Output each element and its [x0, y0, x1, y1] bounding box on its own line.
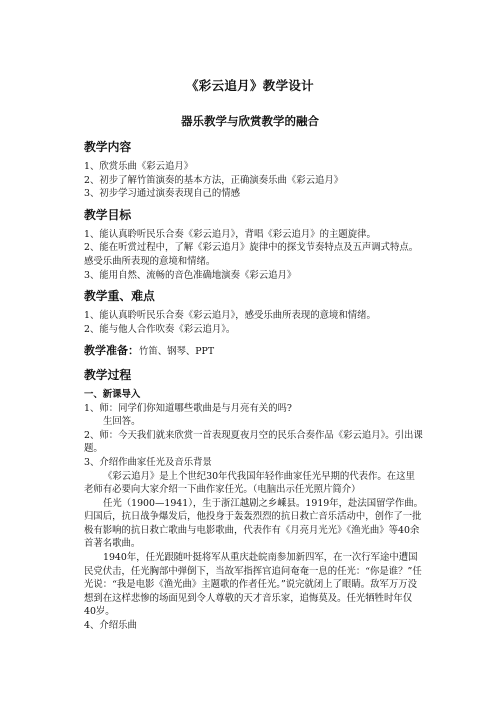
student-answer: 生回答。	[103, 416, 141, 428]
subsection-heading: 一、新课导入	[84, 388, 141, 400]
section-heading-goals: 教学目标	[84, 207, 132, 222]
list-item: 2、能与他人合作吹奏《彩云追月》。	[84, 323, 236, 335]
paragraph: 1940年，任光跟随叶挺将军从重庆赴皖南参加新四军，在一次行军途中遭国民党伏击，任光胸部中弹倒下，当故军指挥官追问奄奄一息的任光：“你是谁？”任光说：“我是电影《渔光曲》主题歌的作者任光。”说完就闭上了眼睛。敌军万万没想到在这样悲惨的场面见到令人尊敬的天才音乐家，追悔莫及。任光牺牲时年仅40岁。	[84, 552, 422, 618]
document-title: 《彩云追月》教学设计	[185, 78, 314, 93]
list-item: 3、初步学习通过演奏表现自己的情感	[84, 188, 240, 200]
process-step: 3、介绍作曲家任光及音乐背景	[84, 456, 212, 468]
document-subtitle: 器乐教学与欣赏教学的融合	[181, 114, 319, 128]
paragraph: 《彩云追月》是上个世纪30年代我国年轻作曲家任光早期的代表作。在这里老师有必要向大家介绍一下曲作家任光。（电脑出示任光照片简介）	[84, 470, 415, 496]
section-heading-key-points: 教学重、难点	[84, 289, 155, 304]
list-item: 3、能用自然、流畅的音色准确地演奏《彩云追月》	[84, 269, 297, 281]
list-item: 2、能在听赏过程中，了解《彩云追月》旋律中的探戈节奏特点及五声调式特点。感受乐曲所表现的意境和情绪。	[84, 242, 419, 267]
section-heading-content: 教学内容	[84, 140, 132, 154]
list-item: 2、初步了解竹笛演奏的基本方法，正确演奏乐曲《彩云追月》	[84, 174, 344, 186]
process-step: 4、介绍乐曲	[84, 620, 137, 632]
list-item: 1、欣赏乐曲《彩云追月》	[84, 161, 194, 172]
document-body	[84, 133, 424, 633]
teaching-prep-label: 教学准备：	[84, 344, 139, 358]
process-step: 2、师：今天我们就来欣赏一首表现夏夜月空的民乐合奏作品《彩云追月》。引出课题。	[84, 429, 423, 455]
list-item: 1、能认真聆听民乐合奏《彩云追月》，感受乐曲所表现的意境和情绪。	[84, 310, 376, 322]
list-item: 1、能认真聆听民乐合奏《彩云追月》，背唱《彩云追月》的主题旋律。	[84, 228, 376, 240]
teaching-prep	[84, 344, 424, 359]
section-heading-process: 教学过程	[84, 367, 132, 382]
teaching-prep-value: 竹笛、钢琴、PPT	[139, 346, 215, 358]
process-step: 1、师：同学们你知道哪些歌曲是与月亮有关的吗?	[84, 402, 292, 414]
paragraph: 任光（1900—1941），生于浙江越剧之乡嵊县。1919年，赴法国留学作曲。归国后，抗日战争爆发后，他投身于轰轰烈烈的抗日救亡音乐活动中，创作了一批极有影响的抗日救亡歌曲与电影歌曲，代表作有《月亮月光光》《渔光曲》等40余首著名歌曲。	[84, 497, 424, 550]
